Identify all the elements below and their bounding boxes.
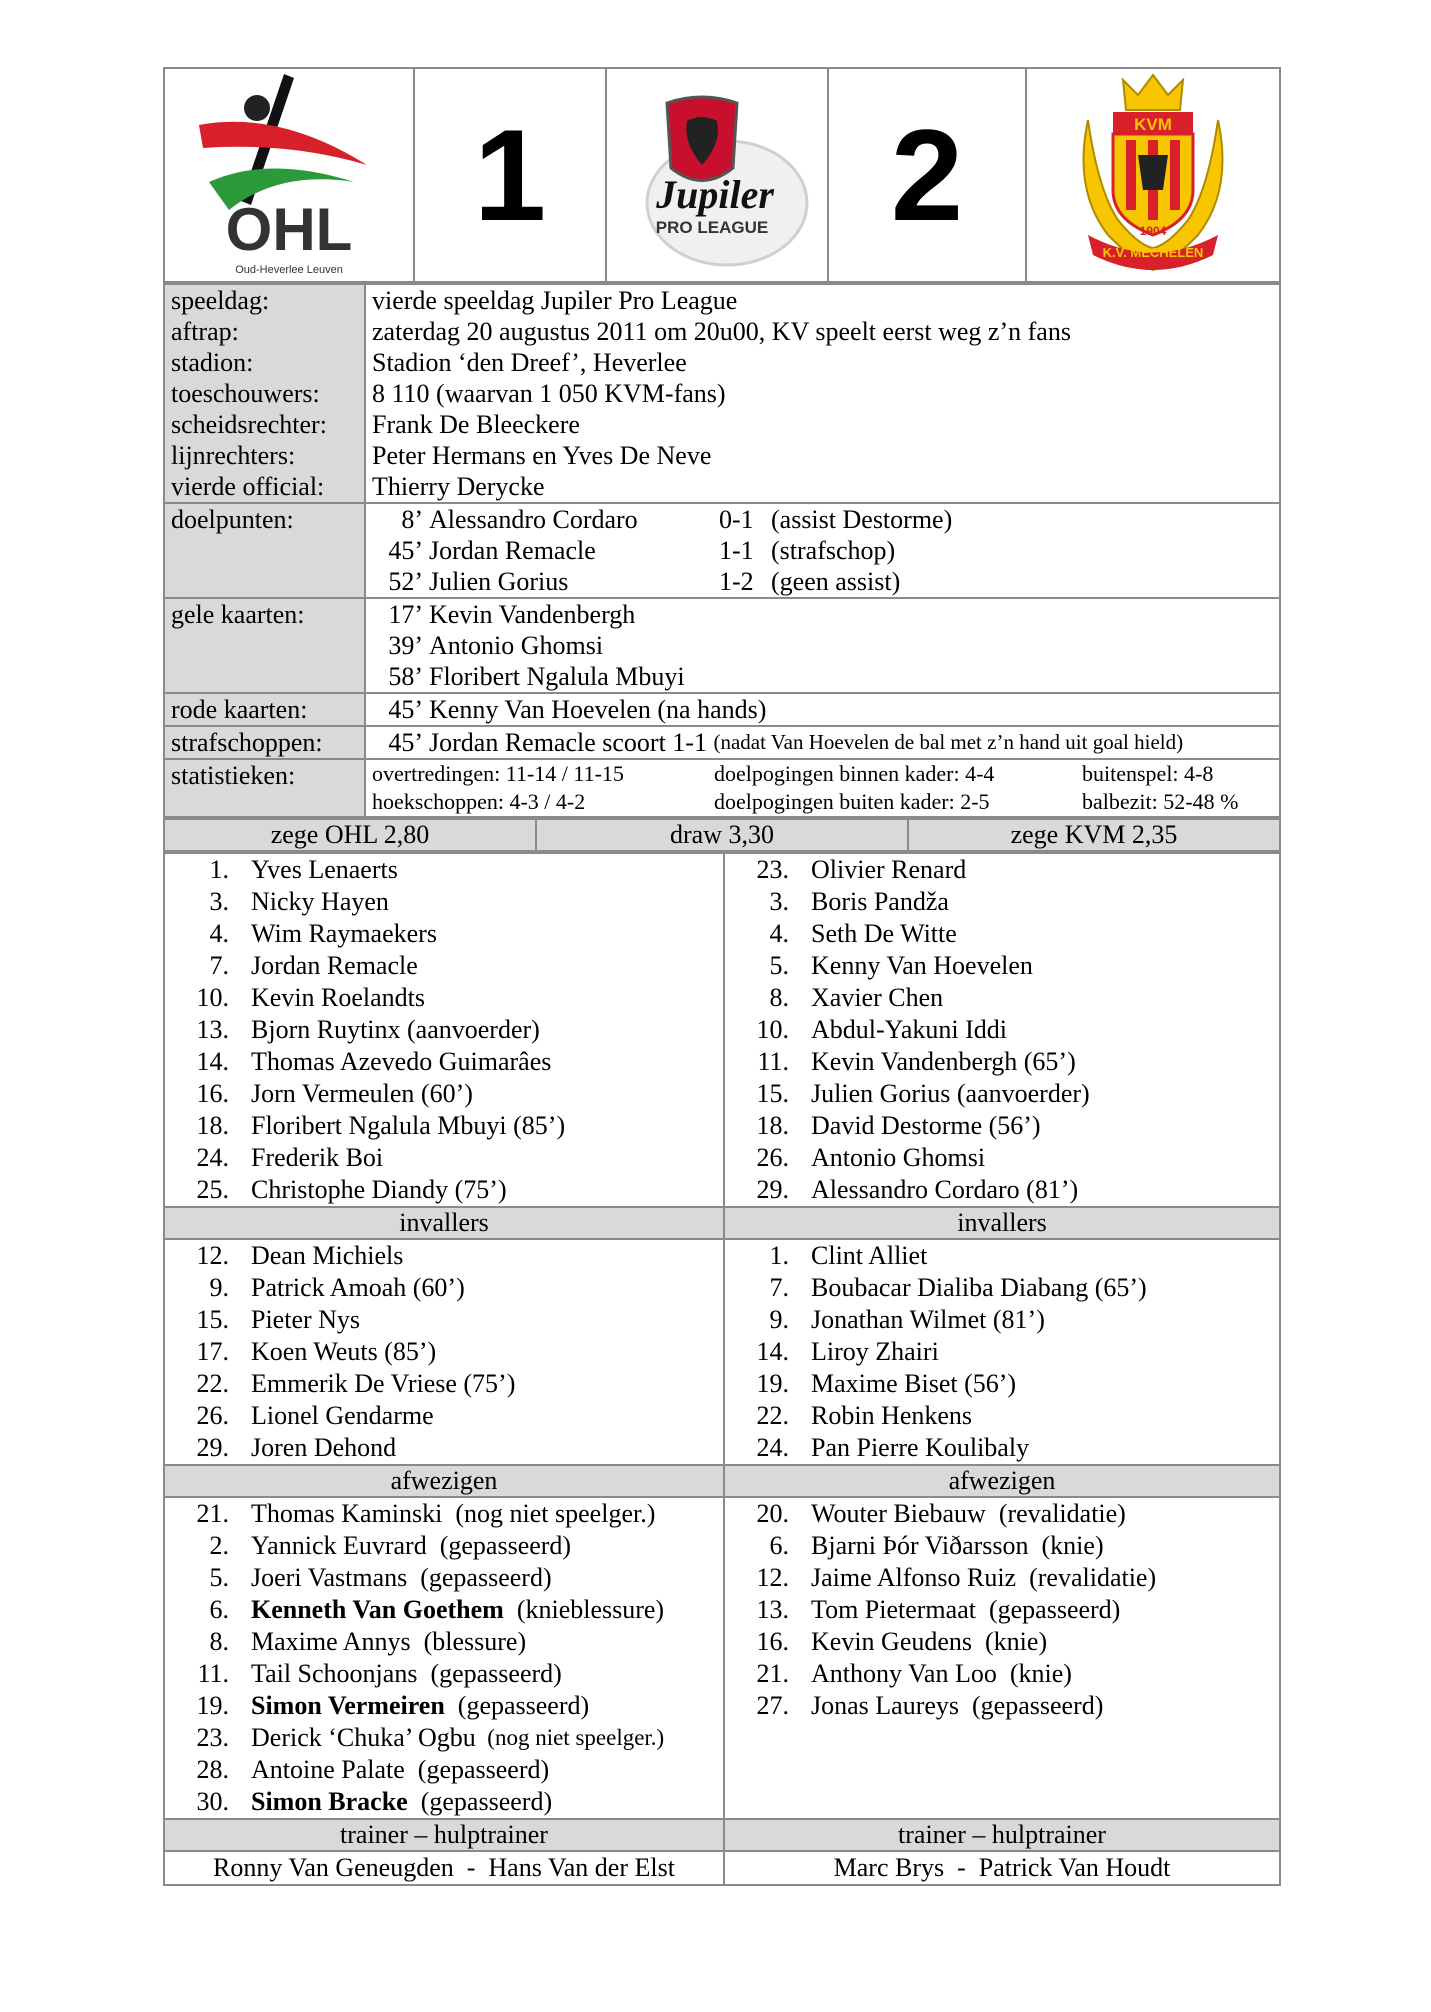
home-subs bbox=[164, 1239, 724, 1465]
svg-text:OHL: OHL bbox=[225, 196, 353, 263]
list-item: 7. Boubacar Dialiba Diabang (65’) bbox=[769, 1273, 1147, 1302]
yellow-card-row: 17’ Kevin Vandenbergh bbox=[388, 600, 636, 629]
list-item: 15. Pieter Nys bbox=[196, 1305, 361, 1334]
red-cards-list: 45’ Kenny Van Hoevelen (na hands) bbox=[365, 693, 1280, 726]
jupiler-logo-icon bbox=[617, 73, 817, 273]
info-label: lijnrechters: bbox=[171, 441, 296, 470]
list-item: 23. Derick ‘Chuka’ Ogbu (nog niet speelger.) bbox=[196, 1723, 665, 1752]
list-item: 26. Lionel Gendarme bbox=[196, 1401, 434, 1430]
list-item: 1. Clint Alliet bbox=[769, 1241, 928, 1270]
linesmen-value: Peter Hermans en Yves De Neve bbox=[372, 441, 712, 470]
kvm-crest-icon bbox=[1068, 70, 1238, 275]
list-item: 13. Bjorn Ruytinx (aanvoerder) bbox=[196, 1015, 540, 1044]
list-item: 11. Kevin Vandenbergh (65’) bbox=[757, 1047, 1076, 1076]
svg-text:1904: 1904 bbox=[1139, 224, 1167, 238]
away-score-cell bbox=[828, 68, 1026, 282]
list-item: 19. Maxime Biset (56’) bbox=[756, 1369, 1017, 1398]
home-absent-header: afwezigen bbox=[164, 1465, 724, 1497]
list-item: 3. Nicky Hayen bbox=[209, 887, 389, 916]
list-item: 22. Emmerik De Vriese (75’) bbox=[196, 1369, 516, 1398]
svg-text:Jupiler: Jupiler bbox=[656, 171, 774, 217]
home-lineup bbox=[164, 853, 724, 1207]
score-header bbox=[163, 67, 1281, 283]
list-item: 1. Yves Lenaerts bbox=[209, 855, 398, 884]
list-item: 2. Yannick Euvrard (gepasseerd) bbox=[209, 1531, 572, 1560]
svg-text:K.V. MECHELEN: K.V. MECHELEN bbox=[1102, 245, 1204, 260]
ohl-logo-icon bbox=[189, 70, 389, 275]
info-label: aftrap: bbox=[171, 317, 239, 346]
stats-values: overtredingen: 11-14 / 11-15 doelpogingen binnen kader: 4-4 buitenspel: 4-8 hoekschoppen: 4-3 / 4-2 doelpogingen buiten kader: 2-5 balbezit: 52-48 % bbox=[365, 759, 1280, 817]
list-item: 24. Frederik Boi bbox=[196, 1143, 384, 1172]
list-item: 22. Robin Henkens bbox=[756, 1401, 973, 1430]
list-item: 14. Thomas Azevedo Guimarâes bbox=[196, 1047, 552, 1076]
info-label: stadion: bbox=[171, 348, 254, 377]
list-item: 12. Jaime Alfonso Ruiz (revalidatie) bbox=[756, 1563, 1157, 1592]
goal-row: 8’ Alessandro Cordaro 0-1 (assist Destorme) bbox=[401, 505, 953, 534]
list-item: 17. Koen Weuts (85’) bbox=[196, 1337, 437, 1366]
home-trainers: Ronny Van Geneugden - Hans Van der Elst bbox=[164, 1851, 724, 1885]
list-item: 14. Liroy Zhairi bbox=[756, 1337, 939, 1366]
list-item: 28. Antoine Palate (gepasseerd) bbox=[196, 1755, 550, 1784]
away-logo-cell bbox=[1026, 68, 1280, 282]
list-item: 9. Jonathan Wilmet (81’) bbox=[769, 1305, 1045, 1334]
yellow-cards-label: gele kaarten: bbox=[164, 598, 365, 693]
list-item: 10. Kevin Roelandts bbox=[196, 983, 426, 1012]
list-item: 21. Anthony Van Loo (knie) bbox=[756, 1659, 1072, 1688]
list-item: 3. Boris Pandža bbox=[769, 887, 949, 916]
list-item: 4. Wim Raymaekers bbox=[209, 919, 437, 948]
goals-label: doelpunten: bbox=[164, 503, 365, 598]
goal-row: 52’ Julien Gorius 1-2 (geen assist) bbox=[388, 567, 901, 596]
away-score: 2 bbox=[890, 102, 964, 248]
odds-home: zege OHL 2,80 bbox=[164, 819, 536, 851]
list-item: 11. Tail Schoonjans (gepasseerd) bbox=[197, 1659, 562, 1688]
yellow-cards-list bbox=[365, 598, 1280, 693]
fourth-official-value: Thierry Derycke bbox=[372, 472, 545, 501]
list-item: 27. Jonas Laureys (gepasseerd) bbox=[756, 1691, 1104, 1720]
penalties-label: strafschoppen: bbox=[164, 726, 365, 759]
info-label: speeldag: bbox=[171, 286, 270, 315]
list-item: 5. Kenny Van Hoevelen bbox=[769, 951, 1033, 980]
penalties-list: 45’ Jordan Remacle scoort 1-1 (nadat Van Hoevelen de bal met z’n hand uit goal hield) bbox=[365, 726, 1280, 759]
list-item: 12. Dean Michiels bbox=[196, 1241, 404, 1270]
list-item: 5. Joeri Vastmans (gepasseerd) bbox=[209, 1563, 552, 1592]
list-item: 6. Bjarni Þór Viðarsson (knie) bbox=[769, 1531, 1104, 1560]
kickoff-value: zaterdag 20 augustus 2011 om 20u00, KV speelt eerst weg z’n fans bbox=[372, 317, 1071, 346]
list-item: 8. Xavier Chen bbox=[769, 983, 944, 1012]
list-item: 16. Jorn Vermeulen (60’) bbox=[196, 1079, 473, 1108]
home-subs-header: invallers bbox=[164, 1207, 724, 1239]
info-label: vierde official: bbox=[171, 472, 325, 501]
list-item: 8. Maxime Annys (blessure) bbox=[209, 1627, 527, 1656]
red-cards-label: rode kaarten: bbox=[164, 693, 365, 726]
goals-list bbox=[365, 503, 1280, 598]
odds-away: zege KVM 2,35 bbox=[908, 819, 1280, 851]
list-item: 29. Joren Dehond bbox=[196, 1433, 397, 1462]
away-absent-header: afwezigen bbox=[724, 1465, 1280, 1497]
svg-text:KVM: KVM bbox=[1134, 115, 1172, 134]
list-item: 15. Julien Gorius (aanvoerder) bbox=[756, 1079, 1090, 1108]
odds-row bbox=[163, 818, 1281, 852]
list-item: 18. David Destorme (56’) bbox=[756, 1111, 1041, 1140]
stadium-value: Stadion ‘den Dreef’, Heverlee bbox=[372, 348, 687, 377]
match-report bbox=[163, 67, 1281, 1886]
home-score: 1 bbox=[473, 102, 547, 248]
svg-text:Oud-Heverlee Leuven: Oud-Heverlee Leuven bbox=[235, 264, 343, 275]
info-values bbox=[365, 284, 1280, 503]
match-info bbox=[163, 283, 1281, 818]
league-logo-cell bbox=[606, 68, 828, 282]
list-item: 18. Floribert Ngalula Mbuyi (85’) bbox=[196, 1111, 566, 1140]
list-item: 7. Jordan Remacle bbox=[209, 951, 418, 980]
yellow-card-row: 39’ Antonio Ghomsi bbox=[388, 631, 604, 660]
home-score-cell bbox=[414, 68, 606, 282]
stats-label: statistieken: bbox=[164, 759, 365, 817]
home-logo-cell bbox=[164, 68, 414, 282]
yellow-card-row: 58’ Floribert Ngalula Mbuyi bbox=[388, 662, 685, 691]
list-item: 9. Patrick Amoah (60’) bbox=[209, 1273, 465, 1302]
odds-draw: draw 3,30 bbox=[536, 819, 908, 851]
attendance-value: 8 110 (waarvan 1 050 KVM-fans) bbox=[372, 379, 726, 408]
info-label: scheidsrechter: bbox=[171, 410, 327, 439]
away-absent bbox=[724, 1497, 1280, 1819]
away-lineup bbox=[724, 853, 1280, 1207]
list-item: 29. Alessandro Cordaro (81’) bbox=[756, 1175, 1079, 1204]
list-item: 24. Pan Pierre Koulibaly bbox=[756, 1433, 1030, 1462]
list-item: 26. Antonio Ghomsi bbox=[756, 1143, 986, 1172]
list-item: 4. Seth De Witte bbox=[769, 919, 957, 948]
list-item: 25. Christophe Diandy (75’) bbox=[196, 1175, 507, 1204]
home-trainer-header: trainer – hulptrainer bbox=[164, 1819, 724, 1851]
list-item: 19. Simon Vermeiren (gepasseerd) bbox=[196, 1691, 590, 1720]
info-labels bbox=[164, 284, 365, 503]
list-item: 10. Abdul-Yakuni Iddi bbox=[756, 1015, 1007, 1044]
svg-text:PRO LEAGUE: PRO LEAGUE bbox=[655, 217, 769, 237]
list-item: 6. Kenneth Van Goethem (knieblessure) bbox=[209, 1595, 665, 1624]
away-subs-header: invallers bbox=[724, 1207, 1280, 1239]
list-item: 21. Thomas Kaminski (nog niet speelger.) bbox=[196, 1499, 656, 1528]
list-item: 23. Olivier Renard bbox=[756, 855, 967, 884]
list-item: 20. Wouter Biebauw (revalidatie) bbox=[756, 1499, 1126, 1528]
away-subs bbox=[724, 1239, 1280, 1465]
matchday-value: vierde speeldag Jupiler Pro League bbox=[372, 286, 738, 315]
away-trainer-header: trainer – hulptrainer bbox=[724, 1819, 1280, 1851]
referee-value: Frank De Bleeckere bbox=[372, 410, 580, 439]
away-trainers: Marc Brys - Patrick Van Houdt bbox=[724, 1851, 1280, 1885]
goal-row: 45’ Jordan Remacle 1-1 (strafschop) bbox=[388, 536, 896, 565]
lineups bbox=[163, 852, 1281, 1886]
list-item: 16. Kevin Geudens (knie) bbox=[756, 1627, 1048, 1656]
home-absent bbox=[164, 1497, 724, 1819]
list-item: 30. Simon Bracke (gepasseerd) bbox=[196, 1787, 553, 1816]
info-label: toeschouwers: bbox=[171, 379, 320, 408]
list-item: 13. Tom Pietermaat (gepasseerd) bbox=[756, 1595, 1121, 1624]
